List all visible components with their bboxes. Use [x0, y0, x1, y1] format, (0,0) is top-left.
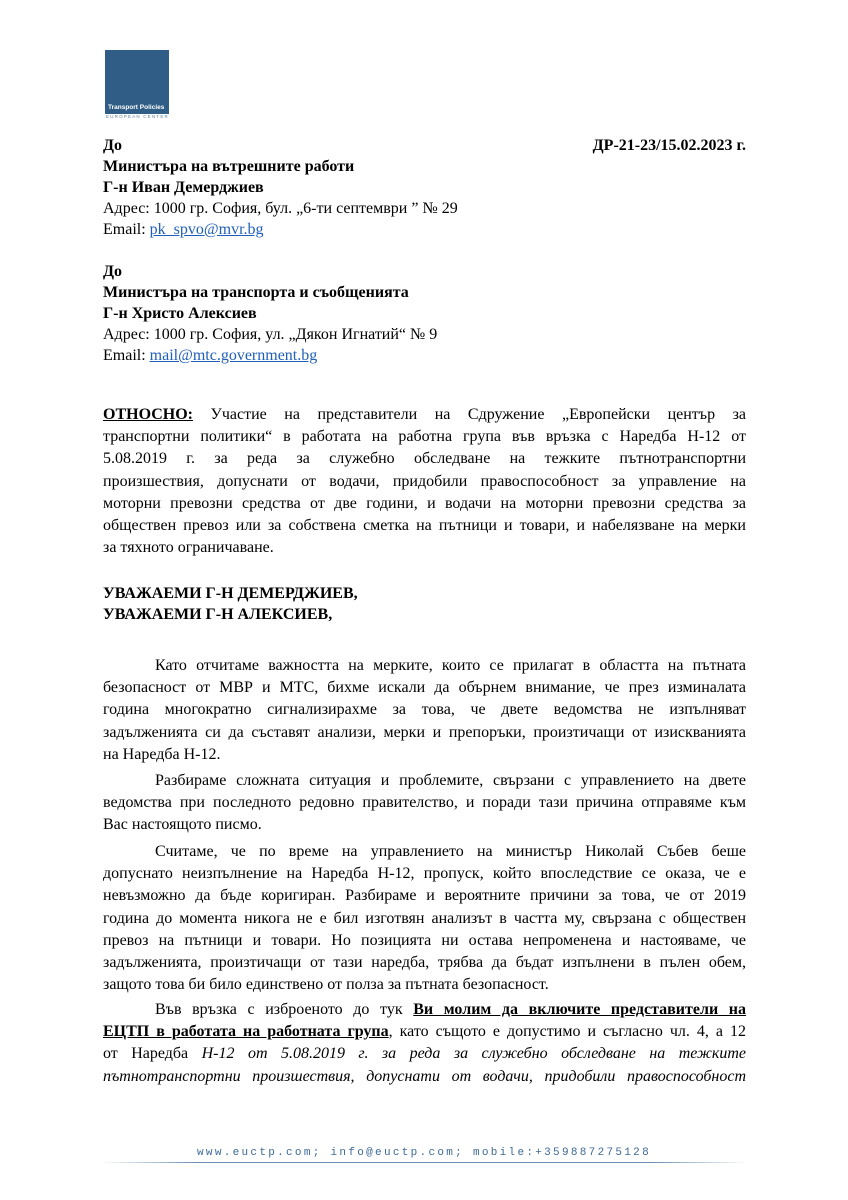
text-line: Като отчитаме важността на мерките, които се прилагат в областта на пътната: [155, 657, 746, 674]
subject-line: произшествия, допуснати от водачи, придобили правоспособност за управление на: [103, 472, 746, 490]
text-line: Вас настоящото писмо.: [103, 816, 262, 834]
reference-number: ДР-21-23/15.02.2023 г.: [592, 137, 746, 154]
subject-line: 5.08.2019 г. за реда за служебно обследване на тежките пътнотранспортни: [103, 450, 746, 468]
text-line: превоз на пътници и товари. Но позицията ни остава непроменена и настояваме, че: [103, 931, 746, 949]
subject-line: за тяхното ограничаване.: [103, 539, 274, 557]
email-label: Email:: [103, 347, 150, 364]
recipient1-address: Адрес: 1000 гр. София, бул. „6-ти септември ” № 29: [103, 200, 458, 217]
text-line: Считаме, че по време на управлението на министър Николай Събев беше: [155, 843, 746, 860]
recipient2-title: Министъра на транспорта и съобщенията: [103, 284, 409, 301]
subject-label: ОТНОСНО:: [103, 406, 193, 423]
to-label-2: До: [103, 263, 123, 280]
logo-subtext: EUROPEAN CENTER: [106, 114, 170, 119]
text-line: от Наредба Н-12 от 5.08.2019 г. за реда за служебно обследване на тежките: [103, 1045, 747, 1063]
subject-line: ОТНОСНО: Участие на представители на Сдружение „Европейски център за: [103, 406, 747, 423]
text-line: невъзможно да бъде коригиран. Разбираме и вероятните причини за това, че от 2019: [103, 887, 746, 905]
recipient1-email-link[interactable]: pk_spvo@mvr.bg: [149, 221, 264, 238]
paragraph-2: [103, 770, 746, 837]
logo-text: Transport Policies: [108, 104, 165, 111]
recipient1-email-row: [103, 220, 264, 240]
text-line: година многократно сигнализирахме за това, че двете ведомства не изпълняват: [103, 701, 746, 719]
recipient2-name: Г-н Христо Алексиев: [103, 305, 257, 322]
recipient2-email-row: [103, 346, 317, 366]
text-line: ведомства при последното редовно правителство, и поради тази причина отправяме към: [103, 794, 746, 812]
text-line: задълженията си да съставят анализи, мерки и препоръки, произтичащи от изискванията: [103, 723, 746, 741]
footer-divider: [100, 1162, 748, 1163]
text-line: защото това би било единствено от полза за пътната безопасност.: [103, 976, 549, 994]
recipient2-email-link[interactable]: mail@mtc.government.bg: [149, 347, 318, 364]
text-line: Във връзка с изброеното до тук Ви молим да включите представители на: [155, 1001, 747, 1018]
recipient1-name: Г-н Иван Демерджиев: [103, 179, 264, 196]
paragraph-4: [103, 999, 746, 1088]
salutation-1: УВАЖАЕМИ Г-Н ДЕМЕРДЖИЕВ,: [103, 585, 358, 602]
text-line: ЕЦТП в работата на работната група, като същото е допустимо и съгласно чл. 4, а 12: [103, 1023, 747, 1041]
recipient2-address: Адрес: 1000 гр. София, ул. „Дякон Игнатий“ № 9: [103, 326, 438, 343]
footer-contacts: www.euctp.com; info@euctp.com; mobile:+359887275128: [197, 1147, 651, 1159]
recipient1-title: Министъра на вътрешните работи: [103, 158, 355, 175]
text-line: безопасност от МВР и МТС, бихме искали да обърнем внимание, че през изминалата: [103, 679, 746, 697]
text-line: Разбираме сложната ситуация и проблемите, свързани с управлението на двете: [155, 772, 746, 789]
salutation-2: УВАЖАЕМИ Г-Н АЛЕКСИЕВ,: [103, 606, 333, 623]
text-line: допуснато неизпълнение на Наредба Н-12, пропуск, който впоследствие се оказа, че е: [103, 865, 746, 883]
text-line: пътнотранспортни произшествия, допуснати от водачи, придобили правоспособност: [103, 1067, 746, 1085]
text-line: на Наредба Н-12.: [103, 745, 221, 763]
to-label-1: До: [103, 137, 123, 154]
email-label: Email:: [103, 221, 150, 238]
paragraph-3: [103, 841, 746, 996]
subject-line: транспортни политики“ в работата на работна група във връзка с Наредба Н-12 от: [103, 428, 746, 446]
subject-paragraph: [103, 404, 746, 559]
logo: [105, 50, 169, 114]
text-line: задълженията, произтичащи от тази наредба, трябва да бъдат изпълнени в пълен обем,: [103, 954, 746, 972]
subject-line: моторни превозни средства от две години, и водачи на моторни превозни средства за: [103, 494, 746, 512]
subject-line: обществен превоз или за собствена сметка на пътници и товари, и набелязване на мерки: [103, 517, 746, 535]
text-line: година до момента никога не е бил изготвян анализът в частта му, свързана с обществен: [103, 909, 746, 927]
paragraph-1: [103, 655, 746, 766]
